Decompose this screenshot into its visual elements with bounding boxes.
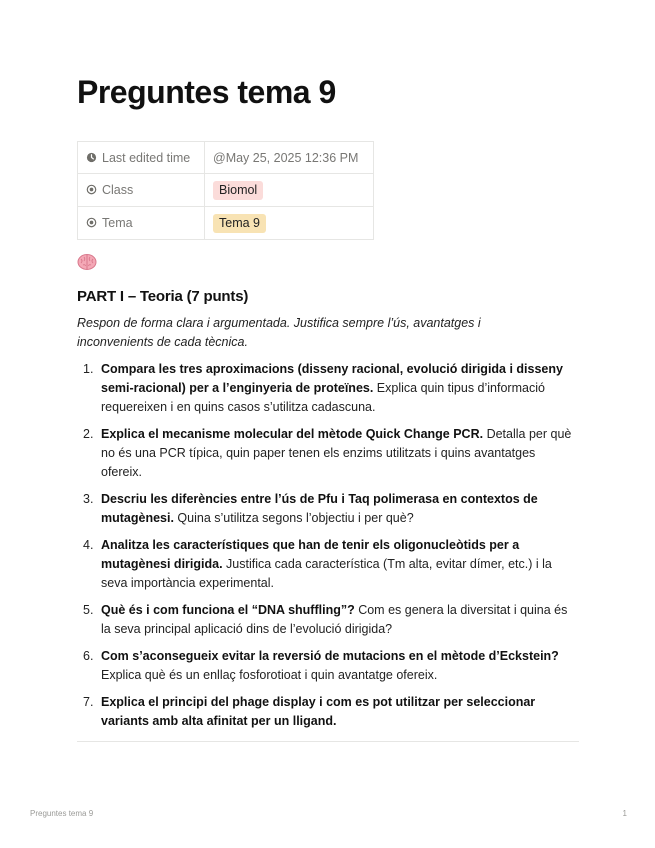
- question-bold: Explica el principi del phage display i com es pot utilitzar per seleccionar variants amb alta afinitat per un lligand.: [101, 695, 536, 728]
- property-value-cell[interactable]: [205, 142, 374, 174]
- list-number: 5.: [83, 603, 94, 617]
- property-name-cell: [78, 207, 205, 240]
- list-item: [77, 536, 579, 593]
- section-heading: PART I – Teoria (7 punts): [77, 288, 249, 305]
- page-title: Preguntes tema 9: [77, 74, 336, 110]
- question-bold: Què és i com funciona el “DNA shuffling”?: [101, 603, 355, 617]
- question-text: Justifica cada característica (Tm alta, evitar dímer, etc.) i la seva importància experimental.: [101, 557, 552, 590]
- tema-tag[interactable]: Tema 9: [213, 214, 266, 233]
- list-item: [77, 490, 579, 528]
- page-number: 1: [622, 809, 627, 818]
- divider: [77, 741, 579, 742]
- question-text: Com es genera la diversitat i quina és la seva principal aplicació dins de l’evolució dirigida?: [101, 603, 568, 636]
- list-number: 6.: [83, 649, 94, 663]
- property-name: Tema: [102, 216, 133, 230]
- question-text: Quina s’utilitza segons l’objectiu i per què?: [173, 511, 414, 525]
- questions-list: [77, 360, 579, 739]
- question-bold: Compara les tres aproximacions (disseny racional, evolució dirigida i disseny semi-racional) per a l’enginyeria de proteïnes.: [101, 362, 563, 395]
- list-item: [77, 425, 579, 482]
- property-row: [78, 207, 374, 240]
- last-edited-value: @May 25, 2025 12:36 PM: [213, 150, 359, 165]
- properties-table: [77, 141, 374, 240]
- list-item: [77, 601, 579, 639]
- list-item: [77, 360, 579, 417]
- list-number: 4.: [83, 538, 94, 552]
- footer-title: Preguntes tema 9: [30, 809, 94, 818]
- property-row: [78, 174, 374, 207]
- list-item: [77, 693, 579, 731]
- property-name: Last edited time: [102, 150, 191, 165]
- property-value-cell[interactable]: [205, 207, 374, 240]
- question-bold: Com s’aconsegueix evitar la reversió de mutacions en el mètode d’Eckstein?: [101, 649, 559, 663]
- property-name-cell: [78, 174, 205, 207]
- brain-icon: [77, 253, 97, 271]
- target-icon: [86, 217, 97, 228]
- question-bold: Descriu les diferències entre l’ús de Pfu i Taq polimerasa en contextos de mutagènesi.: [101, 492, 538, 525]
- question-bold: Explica el mecanisme molecular del mètode Quick Change PCR.: [101, 427, 484, 441]
- list-number: 7.: [83, 695, 94, 709]
- question-text: Detalla per què no és una PCR típica, quin paper tenen els enzims utilitzats i quins avantatges ofereix.: [101, 427, 572, 479]
- property-name: Class: [102, 183, 134, 197]
- list-number: 3.: [83, 492, 94, 506]
- property-name-cell: [78, 142, 205, 174]
- question-text: Explica què és un enllaç fosforotioat i quin avantatge ofereix.: [101, 668, 438, 682]
- question-bold: Analitza les característiques que han de tenir els oligonucleòtids per a mutagènesi dirigida.: [101, 538, 520, 571]
- clock-icon: [86, 152, 97, 163]
- question-text: Explica quin tipus d’informació requereixen i en quins casos s’utilitza cadascuna.: [101, 381, 545, 414]
- list-number: 1.: [83, 362, 94, 376]
- list-number: 2.: [83, 427, 94, 441]
- property-row: [78, 142, 374, 174]
- property-value-cell[interactable]: [205, 174, 374, 207]
- list-item: [77, 647, 579, 685]
- section-intro: Respon de forma clara i argumentada. Justifica sempre l’ús, avantatges i inconvenients de cada tècnica.: [77, 316, 481, 349]
- class-tag[interactable]: Biomol: [213, 181, 263, 200]
- target-icon: [86, 184, 97, 195]
